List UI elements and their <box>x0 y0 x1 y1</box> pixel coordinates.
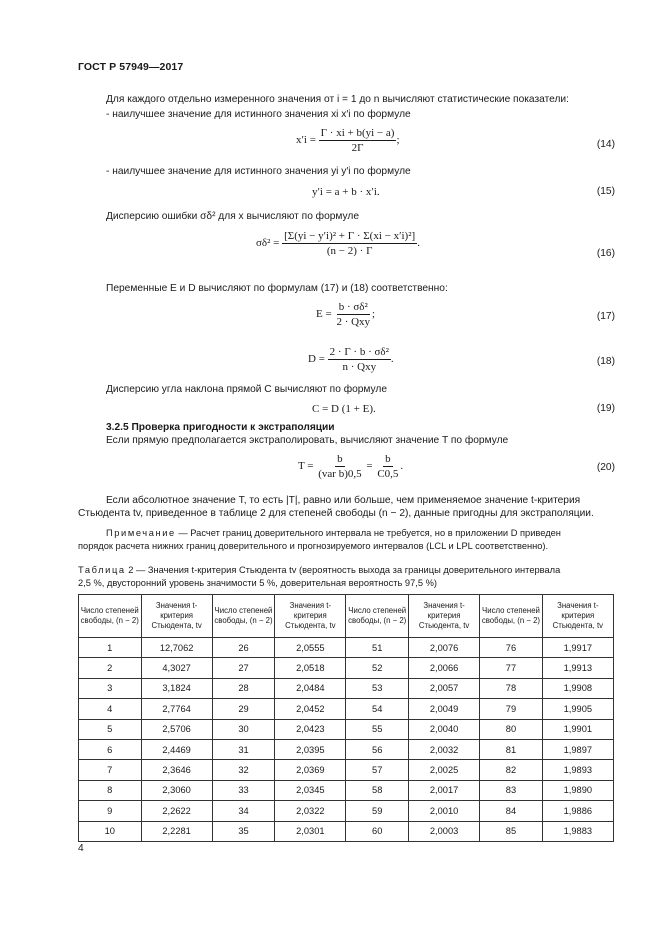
cell-t-value: 2,0076 <box>408 638 479 658</box>
table-row <box>79 719 614 739</box>
header-dof: Число степеней свободы, (n − 2) <box>346 595 409 638</box>
cell-t-value: 2,0345 <box>275 780 346 800</box>
cell-dof: 33 <box>212 780 275 800</box>
eq20-tail: . <box>400 460 404 473</box>
eq17-fraction <box>334 301 372 328</box>
bullet-x: - наилучшее значение для истинного значения xi x′i по формуле <box>106 109 411 120</box>
cell-t-value: 1,9917 <box>542 638 613 658</box>
cell-dof: 32 <box>212 760 275 780</box>
table-caption-text: 2 — Значения t-критерия Стьюдента tv (вероятность выхода за границы доверительного интервала <box>125 565 561 575</box>
cell-dof: 77 <box>480 658 543 678</box>
equation-19: C = D (1 + E). <box>312 403 376 415</box>
bullet-y: - наилучшее значение для истинного значения yi y′i по формуле <box>106 166 411 177</box>
cell-dof: 5 <box>79 719 142 739</box>
cell-dof: 6 <box>79 739 142 759</box>
cell-t-value: 1,9905 <box>542 699 613 719</box>
paragraph-line-1: Если абсолютное значение T, то есть |T|, равно или больше, чем применяемое значение t-критерия <box>106 495 581 506</box>
eq14-denominator: 2Γ <box>351 142 364 154</box>
eq17-numerator: b · σδ² <box>338 301 368 313</box>
cell-t-value: 1,9901 <box>542 719 613 739</box>
eq17-lhs: E = <box>316 308 332 321</box>
header-t-value: Значения t-критерия Стьюдента, tv <box>141 595 212 638</box>
cell-t-value: 2,7764 <box>141 699 212 719</box>
cell-dof: 81 <box>480 739 543 759</box>
cell-dof: 26 <box>212 638 275 658</box>
cell-t-value: 2,0017 <box>408 780 479 800</box>
eq16-tail: . <box>417 237 420 250</box>
cell-dof: 2 <box>79 658 142 678</box>
table-row <box>79 658 614 678</box>
eq19-number: (19) <box>596 403 615 414</box>
cell-dof: 59 <box>346 801 409 821</box>
table-row <box>79 739 614 759</box>
eq17-denominator: 2 · Qxy <box>336 316 371 328</box>
page-number: 4 <box>78 843 84 854</box>
cell-t-value: 12,7062 <box>141 638 212 658</box>
eq16-lhs: σδ² = <box>256 237 280 250</box>
eq20-equals: = <box>366 460 373 473</box>
slope-text: Дисперсию угла наклона прямой C вычисляют по формуле <box>106 384 388 395</box>
eq14-fraction <box>319 127 400 154</box>
cell-dof: 79 <box>480 699 543 719</box>
eq17-tail: ; <box>372 308 376 321</box>
equation-17 <box>316 301 375 328</box>
cell-t-value: 2,2281 <box>141 821 212 841</box>
variables-text: Переменные E и D вычисляют по формулам (17) и (18) соответственно: <box>106 283 448 294</box>
header-dof: Число степеней свободы, (n − 2) <box>480 595 543 638</box>
table-body <box>79 638 614 842</box>
cell-dof: 34 <box>212 801 275 821</box>
cell-dof: 52 <box>346 658 409 678</box>
student-t-table <box>78 594 614 842</box>
cell-t-value: 2,0049 <box>408 699 479 719</box>
cell-dof: 76 <box>480 638 543 658</box>
equation-20 <box>298 453 403 480</box>
table-row <box>79 780 614 800</box>
eq20-numerator-2: b <box>385 453 391 465</box>
eq20-lhs: T = <box>298 460 314 473</box>
eq18-lhs: D = <box>308 353 325 366</box>
cell-dof: 53 <box>346 678 409 698</box>
note-line-1 <box>106 527 561 540</box>
cell-dof: 58 <box>346 780 409 800</box>
header-t-value: Значения t-критерия Стьюдента, tv <box>275 595 346 638</box>
table-row <box>79 801 614 821</box>
cell-dof: 57 <box>346 760 409 780</box>
cell-dof: 9 <box>79 801 142 821</box>
cell-dof: 60 <box>346 821 409 841</box>
note-text: — Расчет границ доверительного интервала не требуется, но в приложении D приведен <box>175 528 561 538</box>
eq16-number: (16) <box>596 248 615 259</box>
table-row <box>79 678 614 698</box>
table-row <box>79 638 614 658</box>
cell-t-value: 1,9908 <box>542 678 613 698</box>
cell-t-value: 2,0322 <box>275 801 346 821</box>
cell-dof: 85 <box>480 821 543 841</box>
cell-dof: 29 <box>212 699 275 719</box>
eq17-number: (17) <box>596 311 615 322</box>
note-label: Примечание <box>106 528 176 538</box>
cell-t-value: 2,0040 <box>408 719 479 739</box>
eq16-fraction <box>282 230 417 257</box>
header-t-value: Значения t-критерия Стьюдента, tv <box>408 595 479 638</box>
cell-t-value: 3,1824 <box>141 678 212 698</box>
cell-t-value: 1,9897 <box>542 739 613 759</box>
cell-t-value: 2,3060 <box>141 780 212 800</box>
equation-18 <box>308 346 394 373</box>
eq14-lhs: x′i = <box>296 134 316 147</box>
eq14-tail: ; <box>396 134 400 147</box>
table-row <box>79 821 614 841</box>
cell-dof: 54 <box>346 699 409 719</box>
eq20-numerator-1: b <box>337 453 343 465</box>
dispersion-text: Дисперсию ошибки σδ² для x вычисляют по формуле <box>106 211 359 222</box>
eq18-numerator: 2 · Γ · b · σδ² <box>329 346 389 358</box>
cell-t-value: 2,0369 <box>275 760 346 780</box>
cell-t-value: 4,3027 <box>141 658 212 678</box>
table-header-row <box>79 595 614 638</box>
cell-t-value: 2,0555 <box>275 638 346 658</box>
eq20-fraction-2 <box>375 453 400 480</box>
cell-dof: 80 <box>480 719 543 739</box>
eq18-tail: . <box>390 353 394 366</box>
cell-dof: 10 <box>79 821 142 841</box>
cell-dof: 55 <box>346 719 409 739</box>
cell-dof: 83 <box>480 780 543 800</box>
cell-t-value: 1,9893 <box>542 760 613 780</box>
table-caption-line-2: 2,5 %, двусторонний уровень значимости 5 %, доверительная вероятность 97,5 %) <box>78 578 437 588</box>
cell-t-value: 1,9913 <box>542 658 613 678</box>
cell-t-value: 2,0010 <box>408 801 479 821</box>
eq20-number: (20) <box>596 462 615 473</box>
eq15-number: (15) <box>596 186 615 197</box>
paragraph-line-2: Стьюдента tv, приведенное в таблице 2 для степеней свободы (n − 2), данные пригодны для экстраполяции. <box>78 508 594 519</box>
eq18-number: (18) <box>596 356 615 367</box>
cell-dof: 8 <box>79 780 142 800</box>
note-line-2: порядок расчета нижних границ доверительного и прогнозируемого интервалов (LCL и LPL соответственно). <box>78 541 549 551</box>
cell-dof: 56 <box>346 739 409 759</box>
eq20-denominator-2: C0,5 <box>377 468 399 480</box>
cell-t-value: 1,9883 <box>542 821 613 841</box>
eq16-numerator: [Σ(yi − y′i)² + Γ · Σ(xi − x′i)²] <box>284 230 416 242</box>
cell-dof: 51 <box>346 638 409 658</box>
header-t-value: Значения t-критерия Стьюдента, tv <box>542 595 613 638</box>
eq16-denominator: (n − 2) · Γ <box>326 245 373 257</box>
eq14-numerator: Γ · xi + b(yi − a) <box>320 127 395 139</box>
cell-dof: 3 <box>79 678 142 698</box>
cell-dof: 30 <box>212 719 275 739</box>
table-caption-line-1 <box>78 564 560 577</box>
table-row <box>79 699 614 719</box>
cell-dof: 1 <box>79 638 142 658</box>
cell-dof: 31 <box>212 739 275 759</box>
cell-dof: 27 <box>212 658 275 678</box>
cell-t-value: 1,9890 <box>542 780 613 800</box>
header-dof: Число степеней свободы, (n − 2) <box>212 595 275 638</box>
cell-dof: 7 <box>79 760 142 780</box>
cell-t-value: 2,0032 <box>408 739 479 759</box>
cell-t-value: 2,4469 <box>141 739 212 759</box>
eq18-denominator: n · Qxy <box>342 361 377 373</box>
cell-t-value: 2,0057 <box>408 678 479 698</box>
intro-line: Для каждого отдельно измеренного значения от i = 1 до n вычисляют статистические показатели: <box>106 94 569 105</box>
cell-t-value: 2,0452 <box>275 699 346 719</box>
eq14-number: (14) <box>596 139 615 150</box>
section-text: Если прямую предполагается экстраполировать, вычисляют значение T по формуле <box>106 435 509 446</box>
cell-t-value: 2,0484 <box>275 678 346 698</box>
equation-16 <box>256 230 420 257</box>
cell-t-value: 2,3646 <box>141 760 212 780</box>
cell-dof: 35 <box>212 821 275 841</box>
standard-header: ГОСТ Р 57949—2017 <box>78 61 184 73</box>
eq20-fraction-1 <box>316 453 363 480</box>
eq18-fraction <box>328 346 391 373</box>
cell-dof: 4 <box>79 699 142 719</box>
cell-t-value: 1,9886 <box>542 801 613 821</box>
cell-t-value: 2,0395 <box>275 739 346 759</box>
cell-t-value: 2,0423 <box>275 719 346 739</box>
cell-t-value: 2,0066 <box>408 658 479 678</box>
table-row <box>79 760 614 780</box>
equation-15: y′i = a + b · x′i. <box>312 186 380 198</box>
cell-t-value: 2,0003 <box>408 821 479 841</box>
cell-dof: 82 <box>480 760 543 780</box>
table-caption-label: Таблица <box>78 565 126 575</box>
cell-dof: 78 <box>480 678 543 698</box>
cell-t-value: 2,5706 <box>141 719 212 739</box>
section-title: 3.2.5 Проверка пригодности к экстраполяции <box>106 422 335 433</box>
header-dof: Число степеней свободы, (n − 2) <box>79 595 142 638</box>
cell-t-value: 2,2622 <box>141 801 212 821</box>
cell-t-value: 2,0301 <box>275 821 346 841</box>
cell-t-value: 2,0518 <box>275 658 346 678</box>
cell-t-value: 2,0025 <box>408 760 479 780</box>
cell-dof: 84 <box>480 801 543 821</box>
cell-dof: 28 <box>212 678 275 698</box>
eq20-denominator-1: (var b)0,5 <box>318 468 362 480</box>
equation-14 <box>296 127 400 154</box>
